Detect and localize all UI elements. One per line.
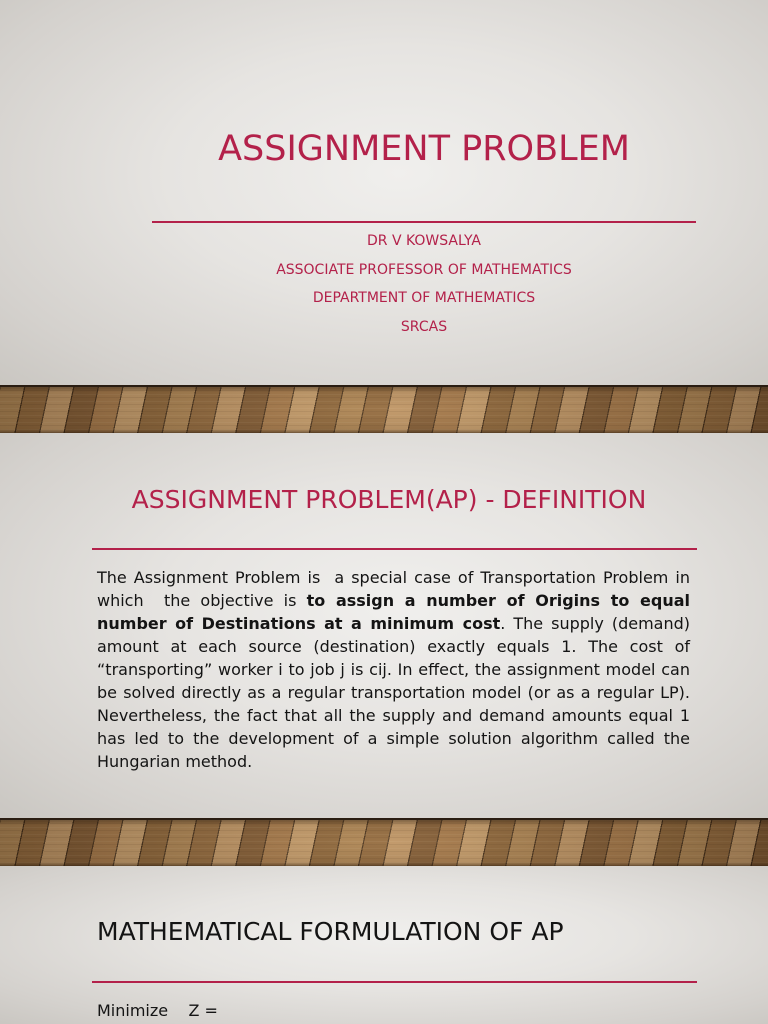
objective-function: Minimize Z = [97,1001,218,1020]
formulation-slide [0,866,768,1024]
title-divider [152,221,696,223]
author-institution: SRCAS [400,319,448,336]
author-department: DEPARTMENT OF MATHEMATICS [312,290,536,307]
title-divider [92,548,697,550]
title-slide [0,0,768,385]
slide-separator [0,385,768,433]
definition-slide [0,433,768,818]
slide-separator [0,818,768,866]
definition-text-continued: . The supply (demand) amount at each source (destination) exactly equals 1. The cost of “transporting” worker i to job j is cij. In effect, the assignment model can be solved directly as a regular transportation model (or as a regular LP). Nevertheless, the fact that all the supply and demand amounts equal 1 has led to the development of a simple solution algorithm called the Hungarian method. [97,614,696,771]
author-name: DR V KOWSALYA [367,233,481,249]
author-block [152,227,696,342]
definition-emphasis: to assign a number of Origins to equal number of Destinations at a minimum cost [97,591,696,633]
slide-title: ASSIGNMENT PROBLEM(AP) - DEFINITION [131,485,647,514]
title-divider [92,981,697,983]
presentation-title: ASSIGNMENT PROBLEM [218,129,630,169]
definition-paragraph [97,566,696,773]
definition-text: The Assignment Problem is a special case of Transportation Problem in which the objective is [97,568,696,610]
slide-title: MATHEMATICAL FORMULATION OF AP [97,917,564,946]
author-designation: ASSOCIATE PROFESSOR OF MATHEMATICS [276,261,572,278]
